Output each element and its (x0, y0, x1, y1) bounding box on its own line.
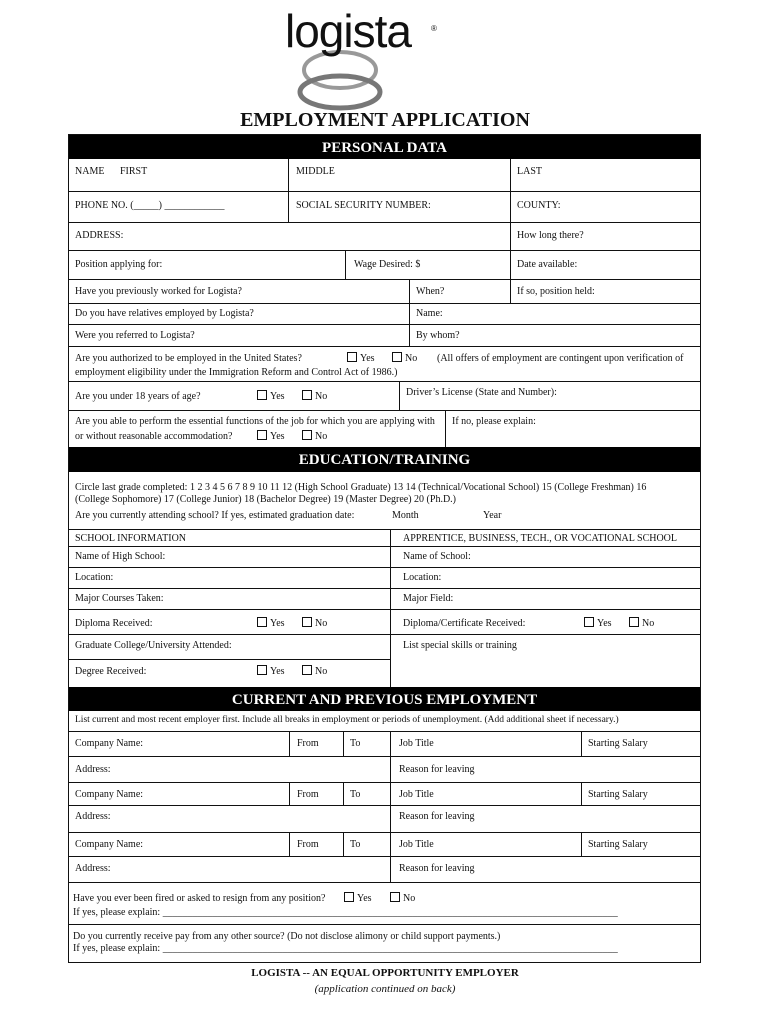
to-field[interactable]: To (343, 783, 390, 805)
reason-leaving-field[interactable]: Reason for leaving (390, 857, 700, 882)
logista-logo (285, 5, 445, 112)
checkbox-icon[interactable] (257, 430, 267, 440)
fired-yes-option[interactable]: Yes (344, 892, 372, 904)
when-field[interactable] (409, 280, 510, 303)
other-pay-label: Do you currently receive pay from any other source? (Do not disclose alimony or child support payments.) (73, 931, 501, 942)
previously-worked-row (69, 280, 700, 304)
employment-instructions: List current and most recent employer first. Include all breaks in employment or periods of unemployment. (Add additional sheet if necessary.) (75, 715, 619, 725)
school-location-field[interactable]: Location: (390, 568, 700, 588)
name-first-field[interactable] (69, 159, 288, 191)
fired-row (69, 883, 700, 925)
degree-yes-option[interactable]: Yes (257, 665, 285, 677)
functions-row (69, 411, 700, 447)
referred-field[interactable] (69, 325, 409, 346)
under18-row (69, 382, 700, 411)
checkbox-icon[interactable] (392, 352, 402, 362)
address-field[interactable] (69, 223, 510, 250)
from-field[interactable]: From (289, 783, 343, 805)
referred-row (69, 325, 700, 347)
major-field-field[interactable]: Major Field: (390, 589, 700, 609)
school-header-row (69, 530, 700, 547)
drivers-license-label: Driver’s License (State and Number): (406, 387, 557, 398)
special-skills-field[interactable]: List special skills or training (390, 635, 700, 687)
checkbox-icon[interactable] (302, 617, 312, 627)
diploma-certificate-field: Diploma/Certificate Received: Yes No (390, 610, 700, 634)
company-name-field[interactable]: Company Name: (75, 789, 144, 800)
footer-eeo: LOGISTA -- AN EQUAL OPPORTUNITY EMPLOYER (251, 967, 519, 979)
relatives-row (69, 304, 700, 325)
employer-address-field[interactable]: Address: (75, 863, 111, 874)
company-name-field[interactable]: Company Name: (75, 839, 144, 850)
section-header-personal: PERSONAL DATA (69, 135, 700, 159)
hs-location-field[interactable]: Location: (75, 572, 114, 583)
county-field[interactable] (510, 192, 700, 222)
checkbox-icon[interactable] (257, 390, 267, 400)
grade-line-2[interactable]: (College Sophomore) 17 (College Junior) 18 (Bachelor Degree) 19 (Master Degree) 20 (Ph.D.) (75, 494, 456, 505)
functions-label: Are you able to perform the essential functions of the job for which you are applying with (75, 416, 435, 427)
address-row (69, 223, 700, 251)
referred-label: Were you referred to Logista? (75, 330, 195, 341)
ssn-label: SOCIAL SECURITY NUMBER: (296, 200, 431, 211)
company-name-field[interactable]: Company Name: (75, 738, 144, 749)
last-label: LAST (517, 166, 542, 177)
relative-name-field[interactable] (409, 304, 700, 324)
position-label: Position applying for: (75, 259, 163, 270)
job-title-field[interactable]: Job Title (390, 833, 581, 856)
major-courses-field[interactable]: Major Courses Taken: (75, 593, 164, 604)
location-row (69, 568, 700, 589)
page-title: EMPLOYMENT APPLICATION (240, 109, 530, 131)
footer-continued: (application continued on back) (314, 983, 456, 995)
from-field[interactable]: From (289, 732, 343, 756)
explain-label: If no, please explain: (452, 416, 536, 427)
name-label: NAME (75, 166, 105, 177)
school-name-field[interactable]: Name of School: (390, 547, 700, 567)
position-row (69, 251, 700, 280)
degree-no-option[interactable]: No (302, 665, 327, 677)
checkbox-icon[interactable] (302, 390, 312, 400)
middle-name-field[interactable] (288, 159, 510, 191)
employer-3-address-row (69, 857, 700, 883)
checkbox-icon[interactable] (629, 617, 639, 627)
first-label: FIRST (120, 166, 148, 177)
grad-month-field[interactable]: Month (392, 510, 419, 521)
drivers-license-field[interactable] (399, 382, 700, 410)
other-pay-row (69, 925, 700, 963)
phone-label: PHONE NO. (_____) ____________ (75, 200, 225, 211)
college-row (69, 635, 700, 687)
apprentice-header: APPRENTICE, BUSINESS, TECH., OR VOCATIONAL SCHOOL (390, 530, 700, 546)
wage-label: Wage Desired: $ (354, 259, 421, 270)
employment-instructions-row (69, 711, 700, 732)
cert-no-option[interactable]: No (629, 617, 654, 629)
fired-no-option[interactable]: No (390, 892, 415, 904)
under18-no-option[interactable]: No (302, 390, 327, 402)
starting-salary-field[interactable]: Starting Salary (581, 783, 700, 805)
functions-field (69, 411, 445, 447)
reason-leaving-field[interactable]: Reason for leaving (390, 806, 700, 832)
wage-field[interactable] (345, 251, 510, 279)
name-row (69, 159, 700, 192)
school-name-row (69, 547, 700, 568)
by-whom-field[interactable] (409, 325, 700, 346)
offers-note: (All offers of employment are contingent upon verification of (437, 353, 684, 364)
major-row (69, 589, 700, 610)
checkbox-icon[interactable] (584, 617, 594, 627)
previously-worked-label: Have you previously worked for Logista? (75, 286, 242, 297)
phone-field[interactable] (69, 192, 288, 222)
grade-row (69, 472, 700, 530)
checkbox-icon[interactable] (347, 352, 357, 362)
authorized-row (69, 347, 700, 382)
checkbox-icon[interactable] (390, 892, 400, 902)
employer-address-field[interactable]: Address: (75, 811, 111, 822)
checkbox-icon[interactable] (344, 892, 354, 902)
employer-2-address-row (69, 806, 700, 833)
by-whom-label: By whom? (416, 330, 460, 341)
high-school-name-field[interactable]: Name of High School: (75, 551, 166, 562)
position-held-field[interactable] (510, 280, 700, 303)
school-info-header: SCHOOL INFORMATION (75, 533, 187, 544)
employer-3-row (69, 833, 700, 857)
eligibility-note: employment eligibility under the Immigration Reform and Control Act of 1986.) (75, 367, 398, 378)
diploma-row (69, 610, 700, 635)
pay-explain-field[interactable]: If yes, please explain: ___________________________________________________________________________________________ (73, 943, 618, 954)
diploma-no-option[interactable]: No (302, 617, 327, 629)
fired-label: Have you ever been fired or asked to resign from any position? (73, 893, 326, 904)
fired-explain-field[interactable]: If yes, please explain: ___________________________________________________________________________________________ (73, 907, 618, 918)
starting-salary-field[interactable]: Starting Salary (581, 833, 700, 856)
date-available-label: Date available: (517, 259, 578, 270)
employer-1-address-row (69, 757, 700, 783)
college-field: Graduate College/University Attended: Degree Received: Yes No (69, 635, 390, 687)
reason-leaving-field[interactable]: Reason for leaving (390, 757, 700, 782)
under18-yes-option[interactable]: Yes (257, 390, 285, 402)
ssn-field[interactable] (288, 192, 510, 222)
functions-no-option[interactable]: No (302, 430, 327, 442)
relative-name-label: Name: (416, 308, 443, 319)
logo-registered-mark: ® (431, 24, 437, 33)
county-label: COUNTY: (517, 200, 561, 211)
date-available-field[interactable] (510, 251, 700, 279)
previously-worked-field[interactable] (69, 280, 409, 303)
employer-address-field[interactable]: Address: (75, 764, 111, 775)
job-title-field[interactable]: Job Title (390, 732, 581, 756)
logo-text: logista (285, 5, 411, 57)
checkbox-icon[interactable] (302, 665, 312, 675)
how-long-label: How long there? (517, 230, 584, 241)
last-name-field[interactable] (510, 159, 700, 191)
starting-salary-field[interactable]: Starting Salary (581, 732, 700, 756)
explain-field[interactable] (445, 411, 700, 447)
application-form (68, 134, 701, 963)
diploma-field: Diploma Received: Yes No (75, 618, 328, 629)
functions-yes-option[interactable]: Yes (257, 430, 285, 442)
phone-row (69, 192, 700, 223)
checkbox-icon[interactable] (257, 617, 267, 627)
position-held-label: If so, position held: (517, 286, 595, 297)
attending-label: Are you currently attending school? If yes, estimated graduation date: (75, 510, 355, 521)
functions-label-2: or without reasonable accommodation? (75, 431, 233, 442)
grade-line-1[interactable]: Circle last grade completed: 1 2 3 4 5 6 7 8 9 10 11 12 (High School Graduate) 13 14 (Technical/Vocational School) 15 (College Freshman) 16 (75, 482, 647, 493)
employer-1-row (69, 732, 700, 757)
job-title-field[interactable]: Job Title (390, 783, 581, 805)
section-header-employment: CURRENT AND PREVIOUS EMPLOYMENT (69, 687, 700, 711)
when-label: When? (416, 286, 445, 297)
to-field[interactable]: To (343, 833, 390, 856)
diploma-yes-option[interactable]: Yes (257, 617, 285, 629)
section-header-education: EDUCATION/TRAINING (69, 447, 700, 472)
authorized-no-option[interactable]: No (392, 352, 417, 364)
grad-college-field[interactable]: Graduate College/University Attended: (69, 635, 390, 660)
under18-field (69, 382, 399, 410)
grad-year-field[interactable]: Year (483, 510, 502, 521)
under18-label: Are you under 18 years of age? (75, 391, 201, 402)
to-field[interactable]: To (343, 732, 390, 756)
authorized-yes-option[interactable]: Yes (347, 352, 375, 364)
employer-2-row (69, 783, 700, 806)
how-long-field[interactable] (510, 223, 700, 250)
from-field[interactable]: From (289, 833, 343, 856)
relatives-field[interactable] (69, 304, 409, 324)
address-label: ADDRESS: (75, 230, 124, 241)
authorized-label: Are you authorized to be employed in the United States? (75, 353, 302, 364)
relatives-label: Do you have relatives employed by Logista? (75, 308, 254, 319)
middle-label: MIDDLE (296, 166, 335, 177)
checkbox-icon[interactable] (302, 430, 312, 440)
position-field[interactable] (69, 251, 345, 279)
checkbox-icon[interactable] (257, 665, 267, 675)
cert-yes-option[interactable]: Yes (584, 617, 612, 629)
